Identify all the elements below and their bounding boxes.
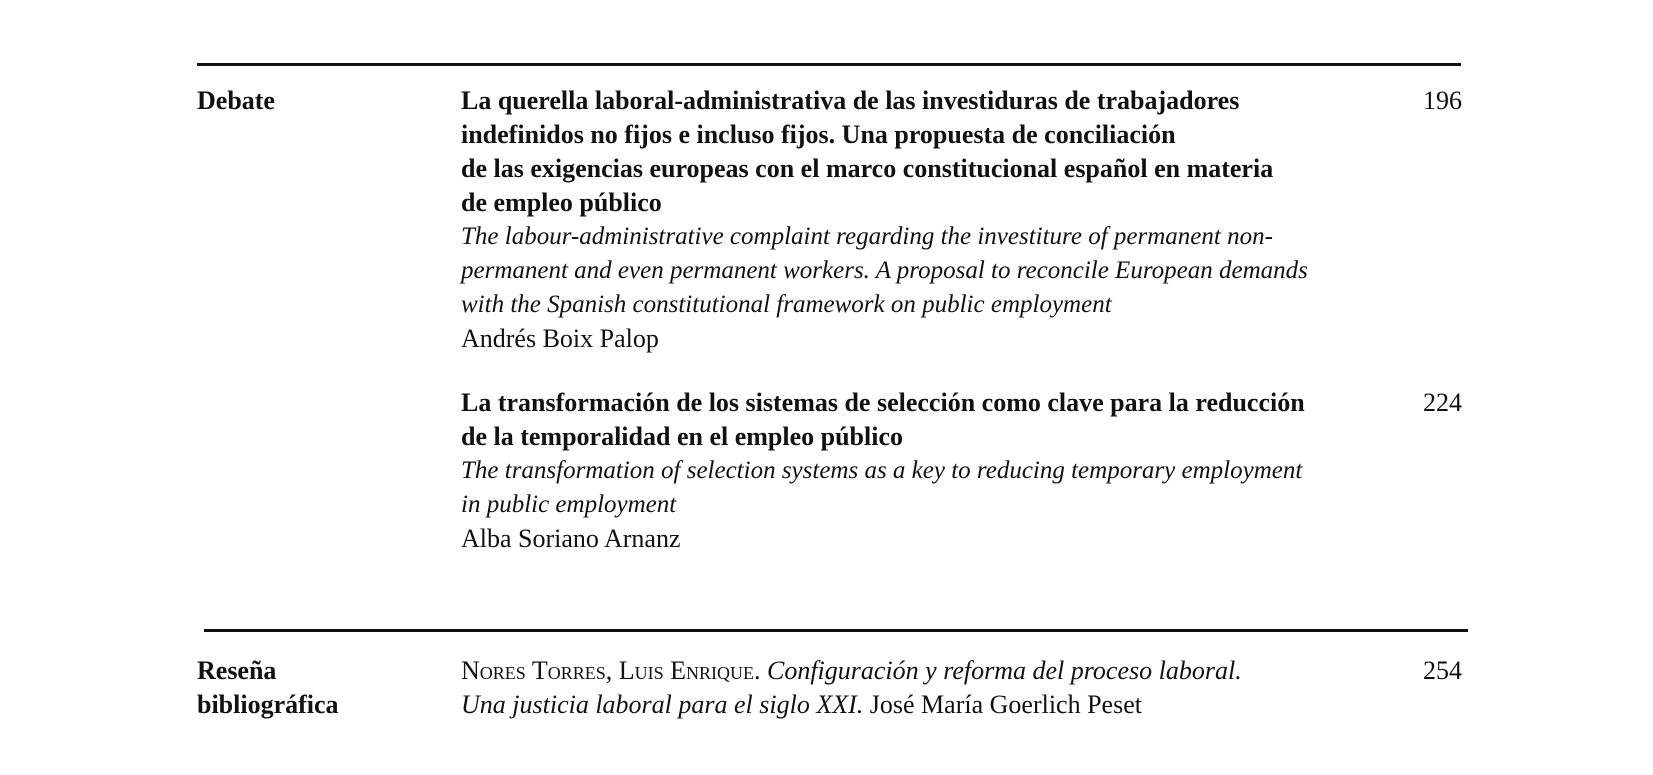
reviewer-name: José María Goerlich Peset bbox=[869, 690, 1142, 719]
toc-entry-1[interactable] bbox=[461, 84, 1341, 356]
entry-author: Alba Soriano Arnanz bbox=[461, 524, 681, 553]
book-title-continued: Una justicia laboral para el siglo XXI. bbox=[461, 690, 864, 719]
section-label-review bbox=[197, 654, 427, 722]
section-label-debate: Debate bbox=[197, 86, 275, 115]
book-title: Configuración y reforma del proceso laboral. bbox=[766, 656, 1242, 685]
section-label-line: Reseña bbox=[197, 656, 277, 685]
entry-title-english: The labour-administrative complaint regarding the investiture of permanent non- permanent and even permanent workers. A proposal to reconcile European demands with the Spanish constitutional framework on public employment bbox=[461, 223, 1308, 318]
top-divider-rule bbox=[197, 63, 1461, 66]
book-author: Nores Torres, Luis Enrique. bbox=[461, 656, 761, 685]
entry-page-number: 254 bbox=[1423, 656, 1462, 685]
section-divider-rule bbox=[204, 629, 1468, 632]
entry-title-spanish: La transformación de los sistemas de selección como clave para la reducción de la temporalidad en el empleo público bbox=[461, 388, 1305, 451]
review-line-2 bbox=[461, 688, 1341, 722]
section-label-line: bibliográfica bbox=[197, 690, 339, 719]
entry-page-number: 196 bbox=[1423, 86, 1462, 115]
entry-author: Andrés Boix Palop bbox=[461, 324, 659, 353]
toc-entry-2[interactable] bbox=[461, 386, 1341, 556]
entry-title-spanish: La querella laboral-administrativa de las investiduras de trabajadores indefinidos no fijos e incluso fijos. Una propuesta de conciliación de las exigencias europeas con el marco constitucional español en materia de empleo público bbox=[461, 86, 1274, 217]
entry-page-number: 224 bbox=[1423, 388, 1462, 417]
toc-entry-review[interactable] bbox=[461, 654, 1341, 722]
review-line-1 bbox=[461, 654, 1341, 688]
entry-title-english: The transformation of selection systems as a key to reducing temporary employment in public employment bbox=[461, 457, 1303, 518]
